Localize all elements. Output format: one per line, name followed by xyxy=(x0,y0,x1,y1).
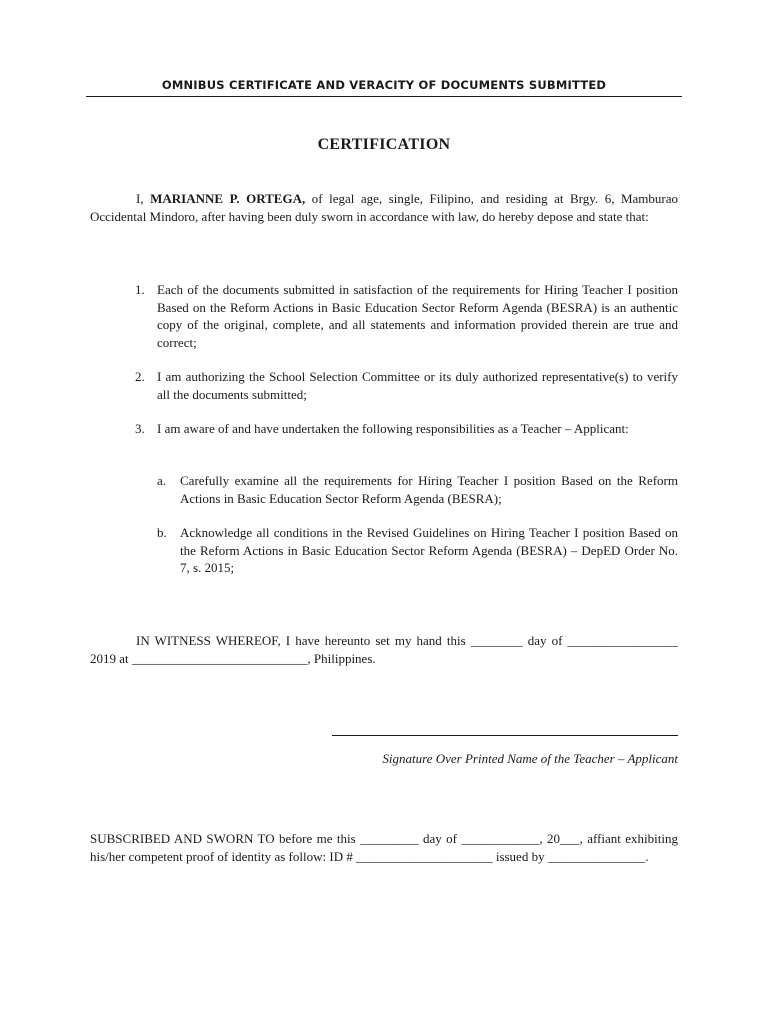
sub-list-item-text: Acknowledge all conditions in the Revised Guidelines on Hiring Teacher I position Based on the Reform Actions in Basic Education Sector Reform Agenda (BESRA) – DepED Order No. 7, s. 2015; xyxy=(180,525,678,575)
list-item xyxy=(135,281,678,353)
list-item-text: I am authorizing the School Selection Committee or its duly authorized representative(s) to verify all the documents submitted; xyxy=(157,369,678,402)
sub-list-item-letter: a. xyxy=(157,473,167,488)
header-divider xyxy=(86,96,682,97)
sub-list-item-letter: b. xyxy=(157,525,167,540)
sworn-paragraph: SUBSCRIBED AND SWORN TO before me this _________ day of ____________, 20___, affiant exhibiting his/her competent proof of identity as follow: ID # _____________________ issued by _______________. xyxy=(90,831,678,864)
affiant-name: MARIANNE P. ORTEGA, xyxy=(150,191,306,206)
list-item-number: 3. xyxy=(135,421,145,436)
document-header: OMNIBUS CERTIFICATE AND VERACITY OF DOCUMENTS SUBMITTED xyxy=(161,78,607,92)
intro-text: of legal age, single, Filipino, and residing at Brgy. 6, Mamburao Occidental Mindoro, after having been duly sworn in accordance with law, do hereby depose and state that: xyxy=(90,191,678,224)
signature-caption: Signature Over Printed Name of the Teacher – Applicant xyxy=(382,751,678,766)
intro-paragraph xyxy=(90,190,678,225)
list-item xyxy=(135,420,678,456)
sub-list-item xyxy=(157,472,678,508)
signature-line xyxy=(332,735,678,736)
witness-paragraph: IN WITNESS WHEREOF, I have hereunto set my hand this ________ day of _________________ 2019 at ___________________________, Philippines. xyxy=(90,633,678,666)
list-item-text: Each of the documents submitted in satisfaction of the requirements for Hiring Teacher I position Based on the Reform Actions in Basic Education Sector Reform Agenda (BESRA) is an authentic copy of the original, complete, and all statements and information provided therein are true and correct; xyxy=(157,282,678,350)
list-item-text: I am aware of and have undertaken the following responsibilities as a Teacher – Applicant: xyxy=(157,421,629,436)
intro-prefix: I, xyxy=(136,191,144,206)
document-title: CERTIFICATION xyxy=(317,136,451,153)
sub-list-item xyxy=(157,524,678,578)
list-item-number: 1. xyxy=(135,282,145,297)
list-item-number: 2. xyxy=(135,369,145,384)
sub-list-item-text: Carefully examine all the requirements for Hiring Teacher I position Based on the Reform Actions in Basic Education Sector Reform Agenda (BESRA); xyxy=(180,473,678,506)
list-item xyxy=(135,368,678,404)
